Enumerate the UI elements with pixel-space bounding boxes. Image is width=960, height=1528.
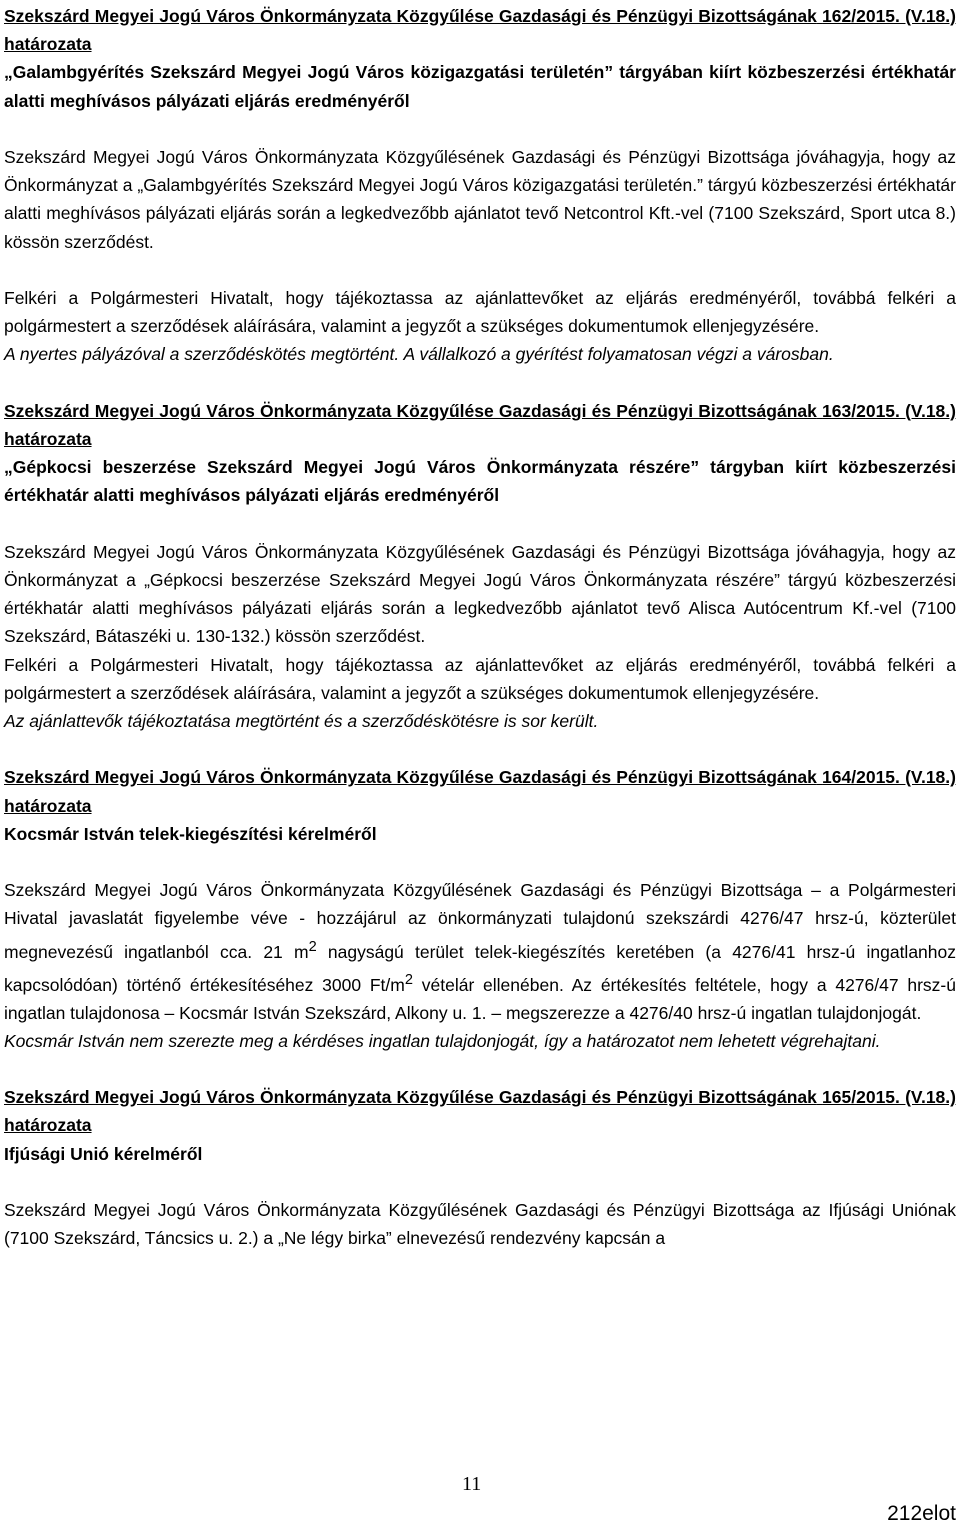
resolution-163: [4, 397, 956, 764]
resolution-header: Szekszárd Megyei Jogú Város Önkormányzata Közgyűlése Gazdasági és Pénzügyi Bizottságának 162/2015. (V.18.) határozata: [4, 6, 956, 55]
resolution-header: Szekszárd Megyei Jogú Város Önkormányzata Közgyűlése Gazdasági és Pénzügyi Bizottságának 163/2015. (V.18.) határozata: [4, 400, 956, 449]
resolution-subject: Kocsmár István telek-kiegészítési kérelméről: [4, 823, 377, 844]
resolution-body: Szekszárd Megyei Jogú Város Önkormányzata Közgyűlésének Gazdasági és Pénzügyi Bizottsága jóváhagyja, hogy az Önkormányzat a „Galambgyérítés Szekszárd Megyei Jogú Város közigazgatási területén.” tárgyú közbeszerzési értékhatár alatti meghívásos pályázati eljárás során a legkedvezőbb ajánlatot tevő Netcontrol Kft.-vel (7100 Szekszárd, Sport utca 8.) kössön szerződést.: [4, 147, 956, 252]
resolution-subject: Ifjúsági Unió kérelméről: [4, 1143, 203, 1164]
resolution-body: Felkéri a Polgármesteri Hivatalt, hogy tájékoztassa az ajánlattevőket az eljárás eredményéről, továbbá felkéri a polgármestert a szerződések aláírására, valamint a jegyzőt a szükséges dokumentumok ellenjegyzésére.: [4, 654, 956, 703]
resolution-subject: „Galambgyérítés Szekszárd Megyei Jogú Város közigazgatási területén” tárgyában kiírt közbeszerzési értékhatár alatti meghívásos pályázati eljárás eredményéről: [4, 62, 956, 111]
document-page: [4, 2, 956, 1252]
resolution-note: A nyertes pályázóval a szerződéskötés megtörtént. A vállalkozó a gyérítést folyamatosan végzi a városban.: [4, 344, 834, 365]
resolution-body: Szekszárd Megyei Jogú Város Önkormányzata Közgyűlésének Gazdasági és Pénzügyi Bizottsága jóváhagyja, hogy az Önkormányzat a „Gépkocsi beszerzése Szekszárd Megyei Jogú Város Önkormányzata részére” tárgyú közbeszerzési értékhatár alatti meghívásos pályázati eljárás során a legkedvezőbb ajánlatot tevő Alisca Autócentrum Kf.-vel (7100 Szekszárd, Bátaszéki u. 130-132.) kössön szerződést.: [4, 541, 956, 647]
resolution-header: Szekszárd Megyei Jogú Város Önkormányzata Közgyűlése Gazdasági és Pénzügyi Bizottságának 164/2015. (V.18.) határozata: [4, 767, 956, 816]
resolution-note: Kocsmár István nem szerezte meg a kérdéses ingatlan tulajdonjogát, így a határozatot nem lehetett végrehajtani.: [4, 1030, 881, 1051]
resolution-162: [4, 2, 956, 397]
resolution-body: Felkéri a Polgármesteri Hivatalt, hogy tájékoztassa az ajánlattevőket az eljárás eredményéről, továbbá felkéri a polgármestert a szerződések aláírására, valamint a jegyzőt a szükséges dokumentumok ellenjegyzésére.: [4, 288, 956, 337]
resolution-subject: „Gépkocsi beszerzése Szekszárd Megyei Jogú Város Önkormányzata részére” tárgyban kiírt közbeszerzési értékhatár alatti meghívásos pályázati eljárás eredményéről: [4, 457, 956, 506]
resolution-header: Szekszárd Megyei Jogú Város Önkormányzata Közgyűlése Gazdasági és Pénzügyi Bizottságának 165/2015. (V.18.) határozata: [4, 1087, 956, 1136]
resolution-164: [4, 763, 956, 1083]
resolution-body: Szekszárd Megyei Jogú Város Önkormányzata Közgyűlésének Gazdasági és Pénzügyi Bizottsága az Ifjúsági Uniónak (7100 Szekszárd, Táncsics u. 2.) a „Ne légy birka” elnevezésű rendezvény kapcsán a: [4, 1200, 956, 1249]
resolution-165: [4, 1083, 956, 1252]
resolution-note: Az ajánlattevők tájékoztatása megtörtént és a szerződéskötésre is sor került.: [4, 711, 599, 732]
footer-stamp: 212elot: [887, 1502, 956, 1525]
page-number: 11: [462, 1473, 482, 1495]
resolution-body: Szekszárd Megyei Jogú Város Önkormányzata Közgyűlésének Gazdasági és Pénzügyi Bizottsága – a Polgármesteri Hivatal javaslatát figyelembe véve - hozzájárul az önkormányzati tulajdonú szekszárdi 4276/47 hrsz-ú, közterület megnevezésű ingatlanból cca. 21 $m^2$ nagyságú terület telek-kiegészítés keretében (a 4276/41 hrsz-ú ingatlanhoz kapcsolódóan) történő értékesítéséhez 3000 $Ft/m^2$ vételár ellenében. Az értékesítés feltétele, hogy a 4276/47 hrsz-ú ingatlan tulajdonosa – Kocsmár István Szekszárd, Alkony u. 1. – megszerezze a 4276/40 hrsz-ú ingatlan tulajdonjogát.: [4, 880, 956, 1023]
